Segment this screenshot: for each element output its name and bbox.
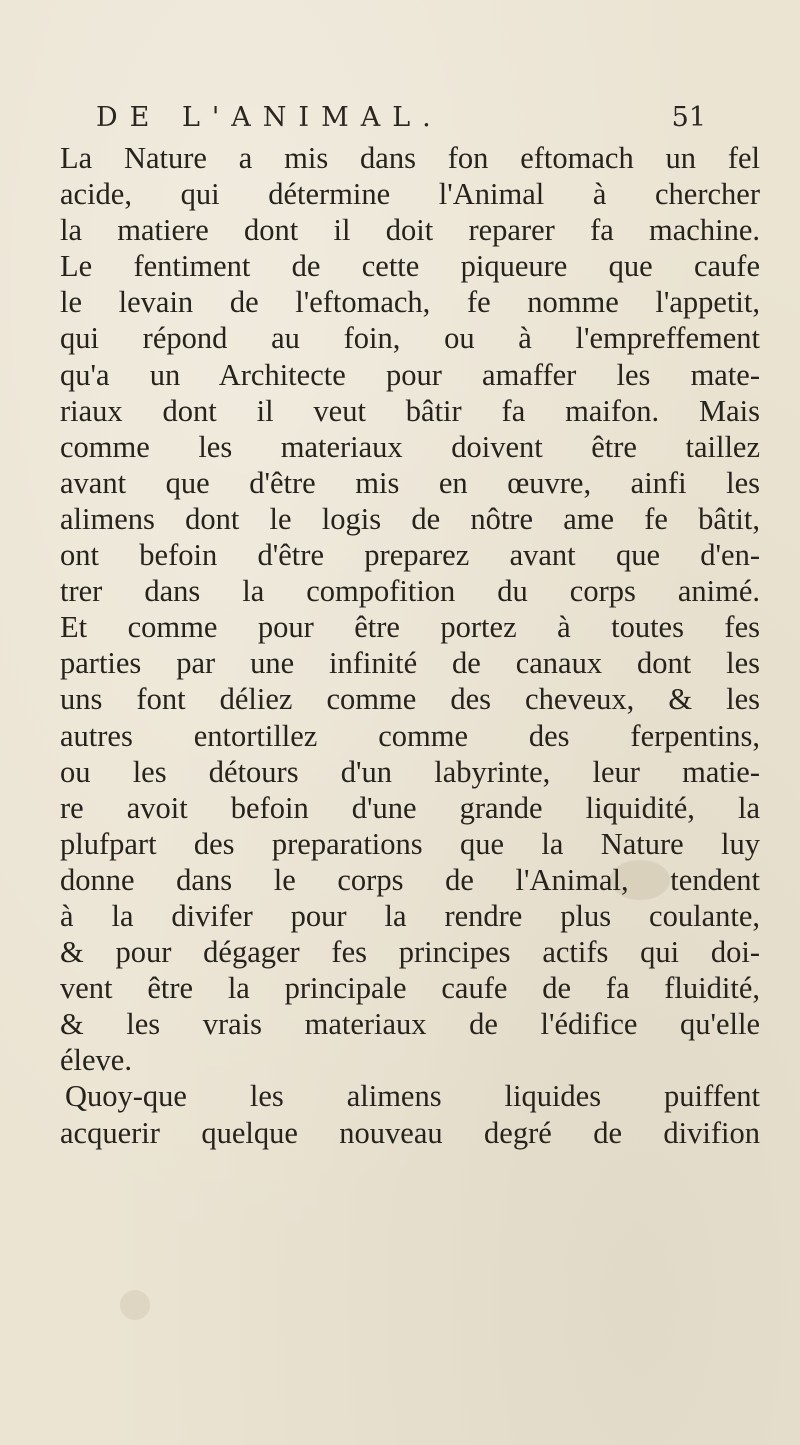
text-line: parties par une infinité de canaux dont les (60, 646, 760, 681)
text-line: re avoit befoin d'une grande liquidité, la (60, 790, 760, 825)
text-line: acquerir quelque nouveau degré de divifion (60, 1115, 760, 1150)
text-line: le levain de l'eftomach, fe nomme l'appetit, (60, 285, 760, 320)
text-line: comme les materiaux doivent être taillez (60, 429, 760, 464)
text-line: La Nature a mis dans fon eftomach un fel (60, 141, 760, 175)
text-line: alimens dont le logis de nôtre ame fe bâtit, (60, 501, 760, 536)
paper-stain (120, 1290, 150, 1320)
text-line: éleve. (60, 1043, 132, 1078)
running-head-title: DE L'ANIMAL. (96, 102, 443, 133)
text-line: donne dans le corps de l'Animal, tendent (60, 862, 760, 897)
text-line: Et comme pour être portez à toutes fes (60, 610, 760, 645)
text-line: autres entortillez comme des ferpentins, (60, 718, 760, 753)
text-line: & les vrais materiaux de l'édifice qu'elle (60, 1007, 760, 1042)
text-line: & pour dégager fes principes actifs qui doi- (60, 935, 760, 970)
text-line: trer dans la compofition du corps animé. (60, 574, 760, 609)
text-line: la matiere dont il doit reparer fa machine. (60, 213, 760, 248)
text-line: vent être la principale caufe de fa fluidité, (60, 971, 760, 1006)
text-line: ont befoin d'être preparez avant que d'en- (60, 538, 760, 573)
text-line: avant que d'être mis en œuvre, ainfi les (60, 465, 760, 500)
text-line: ou les détours d'un labyrinte, leur matie- (60, 754, 760, 789)
text-line: Le fentiment de cette piqueure que caufe (60, 249, 760, 284)
text-line: qui répond au foin, ou à l'empreffement (60, 321, 760, 356)
body-text (60, 140, 760, 1151)
page-number: 51 (671, 102, 706, 133)
text-line: à la divifer pour la rendre plus coulante, (60, 898, 760, 933)
text-line: acide, qui détermine l'Animal à chercher (60, 177, 760, 212)
text-line: uns font déliez comme des cheveux, & les (60, 682, 760, 717)
text-line: plufpart des preparations que la Nature luy (60, 826, 760, 861)
running-head (96, 96, 706, 140)
text-line: Quoy-que les alimens liquides puiffent (65, 1079, 760, 1114)
text-line: qu'a un Architecte pour amaffer les mate- (60, 357, 760, 392)
text-line: riaux dont il veut bâtir fa maifon. Mais (60, 393, 760, 428)
